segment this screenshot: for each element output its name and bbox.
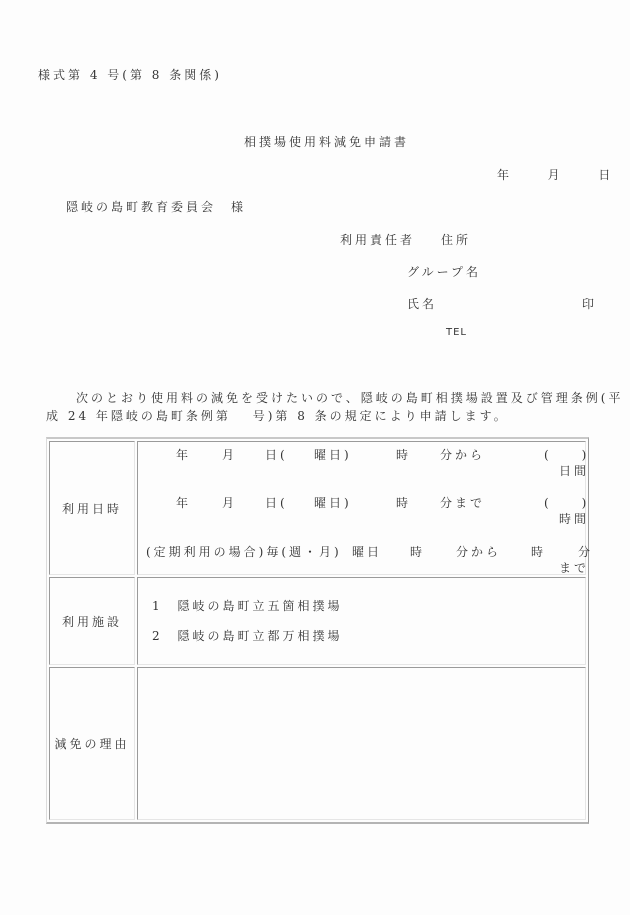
days-unit: 日間 bbox=[559, 464, 590, 478]
date-month: 月 bbox=[547, 168, 563, 182]
seal-mark: 印 bbox=[582, 297, 598, 311]
applicant-role-label: 利用責任者 bbox=[340, 233, 416, 247]
date-year: 年 bbox=[497, 168, 513, 182]
hours-paren: ( ) bbox=[544, 496, 590, 510]
regular-hour-to: 時 bbox=[531, 545, 547, 559]
application-table bbox=[46, 437, 594, 824]
to-hour: 時 bbox=[396, 496, 412, 510]
group-name-label: グループ名 bbox=[407, 265, 482, 279]
hours-unit: 時間 bbox=[559, 512, 590, 526]
facility-name: 隠岐の島町立五箇相撲場 bbox=[177, 599, 343, 613]
request-paragraph-line1: 次のとおり使用料の減免を受けたいので、隠岐の島町相撲場設置及び管理条例(平 bbox=[76, 391, 624, 405]
facility-row bbox=[49, 577, 586, 665]
regular-hour-from: 時 bbox=[410, 545, 426, 559]
days-paren: ( ) bbox=[544, 448, 590, 462]
facility-number: 2 bbox=[152, 629, 163, 643]
datetime-row bbox=[49, 441, 586, 575]
tel-label: TEL bbox=[446, 327, 467, 338]
to-weekday: 曜日) bbox=[314, 496, 352, 510]
facility-option-1[interactable] bbox=[138, 591, 585, 621]
form-number: 様式第 4 号(第 8 条関係) bbox=[38, 68, 222, 82]
from-hour: 時 bbox=[396, 448, 412, 462]
to-year: 年 bbox=[176, 496, 192, 510]
request-paragraph-line2: 成 24 年隠岐の島町条例第 号)第 8 条の規定により申請します。 bbox=[46, 409, 509, 423]
addressee: 隠岐の島町教育委員会 様 bbox=[66, 200, 247, 214]
from-year: 年 bbox=[176, 448, 192, 462]
regular-weekday: 曜日 bbox=[352, 545, 383, 559]
regular-use-prefix: (定期利用の場合)毎(週・月) bbox=[146, 545, 342, 559]
datetime-label: 利用日時 bbox=[49, 441, 135, 575]
to-minute: 分まで bbox=[440, 496, 486, 510]
to-month: 月 bbox=[222, 496, 238, 510]
reason-field[interactable] bbox=[137, 667, 586, 820]
address-label: 住所 bbox=[441, 233, 472, 247]
from-month: 月 bbox=[222, 448, 238, 462]
to-day: 日( bbox=[265, 496, 288, 510]
reason-row bbox=[49, 667, 586, 820]
facility-field[interactable] bbox=[137, 577, 586, 665]
facility-option-2[interactable] bbox=[138, 621, 585, 651]
reason-label: 減免の理由 bbox=[49, 667, 135, 820]
regular-minute-from: 分から bbox=[456, 545, 502, 559]
document-title: 相撲場使用料減免申請書 bbox=[244, 135, 410, 149]
name-label: 氏名 bbox=[407, 297, 438, 311]
from-weekday: 曜日) bbox=[314, 448, 352, 462]
regular-suffix: まで bbox=[559, 561, 590, 575]
datetime-field[interactable] bbox=[137, 441, 594, 575]
from-day: 日( bbox=[265, 448, 288, 462]
regular-minute-to: 分 bbox=[578, 545, 594, 559]
from-minute: 分から bbox=[440, 448, 486, 462]
facility-label: 利用施設 bbox=[49, 577, 135, 665]
date-day: 日 bbox=[598, 168, 614, 182]
date-line bbox=[497, 166, 613, 183]
facility-number: 1 bbox=[152, 599, 163, 613]
facility-name: 隠岐の島町立都万相撲場 bbox=[177, 629, 343, 643]
